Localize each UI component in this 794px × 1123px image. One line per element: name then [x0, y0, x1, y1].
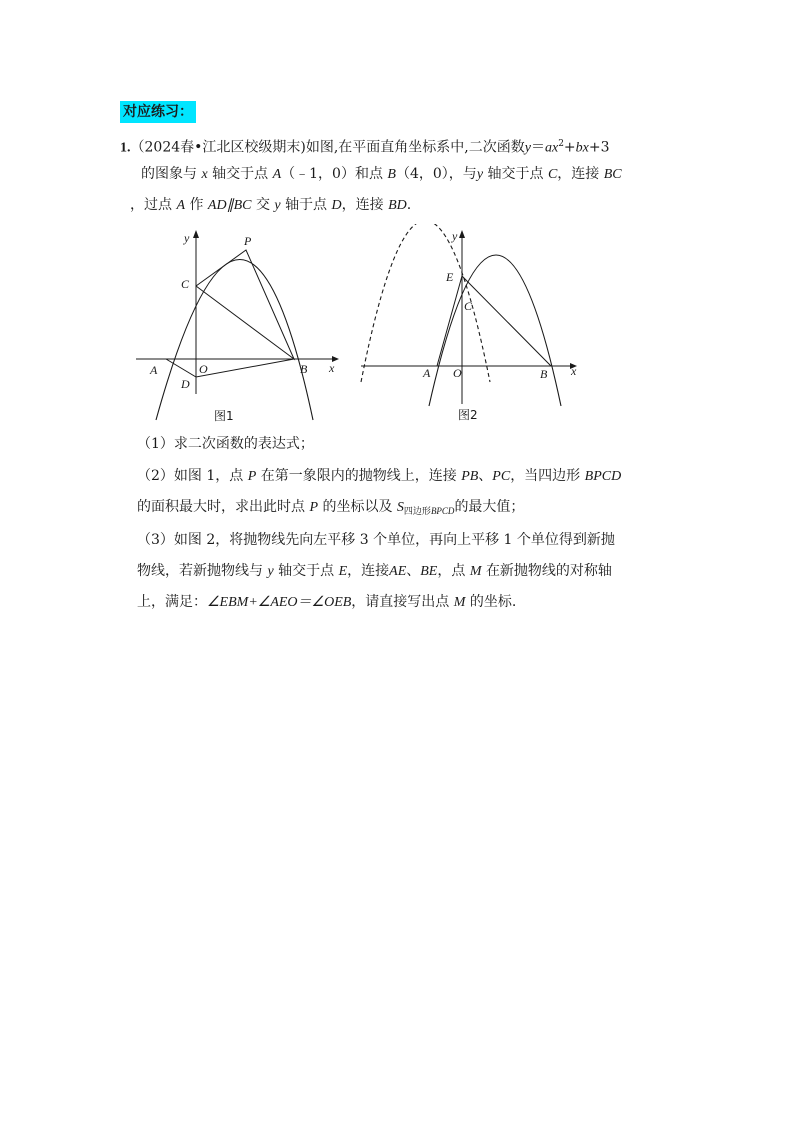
problem-number: 1. [120, 140, 131, 156]
fig1-label-a: A [150, 363, 158, 377]
fig2-label-y: y [452, 229, 458, 243]
section-title: 对应练习： [120, 101, 196, 123]
question-2-line-2: 的面积最大时，求出此时点 P 的坐标以及 $S_{四边形BPCD}$的最大值； [137, 499, 525, 517]
fig1-label-y: y [184, 231, 190, 245]
fig2-caption: 图2 [458, 408, 478, 422]
fig2-label-a: A [423, 366, 431, 380]
fig2-y-arrow [459, 230, 465, 238]
problem-line-1: 1.（2024春•江北区校级期末)如图,在平面直角坐标系中,二次函数$y=ax^2+bx+3$ [120, 139, 610, 156]
fig2-lines-ae-eb [437, 276, 551, 366]
question-3-line-3: 上，满足：∠EBM+∠AEO＝∠OEB，请直接写出点 M 的坐标. [137, 594, 517, 610]
problem-intro: （2024春•江北区校级期末)如图,在平面直角坐标系中,二次函数 [130, 139, 525, 156]
fig1-label-c: C [181, 277, 190, 291]
fig2-label-x: x [571, 364, 577, 378]
fig1-label-b: B [300, 362, 308, 376]
figure-1 [130, 224, 350, 430]
fig1-parabola [156, 260, 313, 421]
fig1-label-o: O [199, 362, 208, 376]
figure-2 [355, 224, 590, 430]
fig1-lines-ad-db [166, 359, 294, 377]
question-2-line-1: （2）如图 1，点 P 在第一象限内的抛物线上，连接 PB、PC，当四边形 BPCD [137, 468, 622, 484]
fig1-y-arrow [193, 230, 199, 238]
fig2-label-e: E [446, 270, 454, 284]
problem-line-3: ，过点 A 作 AD∥BC 交 y 轴于点 D，连接 BD. [130, 197, 412, 213]
fig2-label-c: C [464, 299, 473, 313]
question-1: （1）求二次函数的表达式； [137, 436, 314, 452]
question-3-line-2: 物线，若新抛物线与 y 轴交于点 E，连接AE、BE，点 M 在新抛物线的对称轴 [137, 563, 612, 579]
problem-line-2: 的图象与 x 轴交于点 A（﹣1，0）和点 B（4，0），与y 轴交于点 C，连接 BC [141, 166, 622, 182]
fig1-label-p: P [244, 234, 252, 248]
fig2-label-o: O [453, 366, 462, 380]
question-3-line-1: （3）如图 2，将抛物线先向左平移 3 个单位，再向上平移 1 个单位得到新抛 [137, 532, 615, 548]
fig2-label-b: B [540, 367, 548, 381]
fig1-label-d: D [181, 377, 190, 391]
fig1-caption: 图1 [214, 409, 234, 423]
fig1-label-x: x [329, 361, 335, 375]
